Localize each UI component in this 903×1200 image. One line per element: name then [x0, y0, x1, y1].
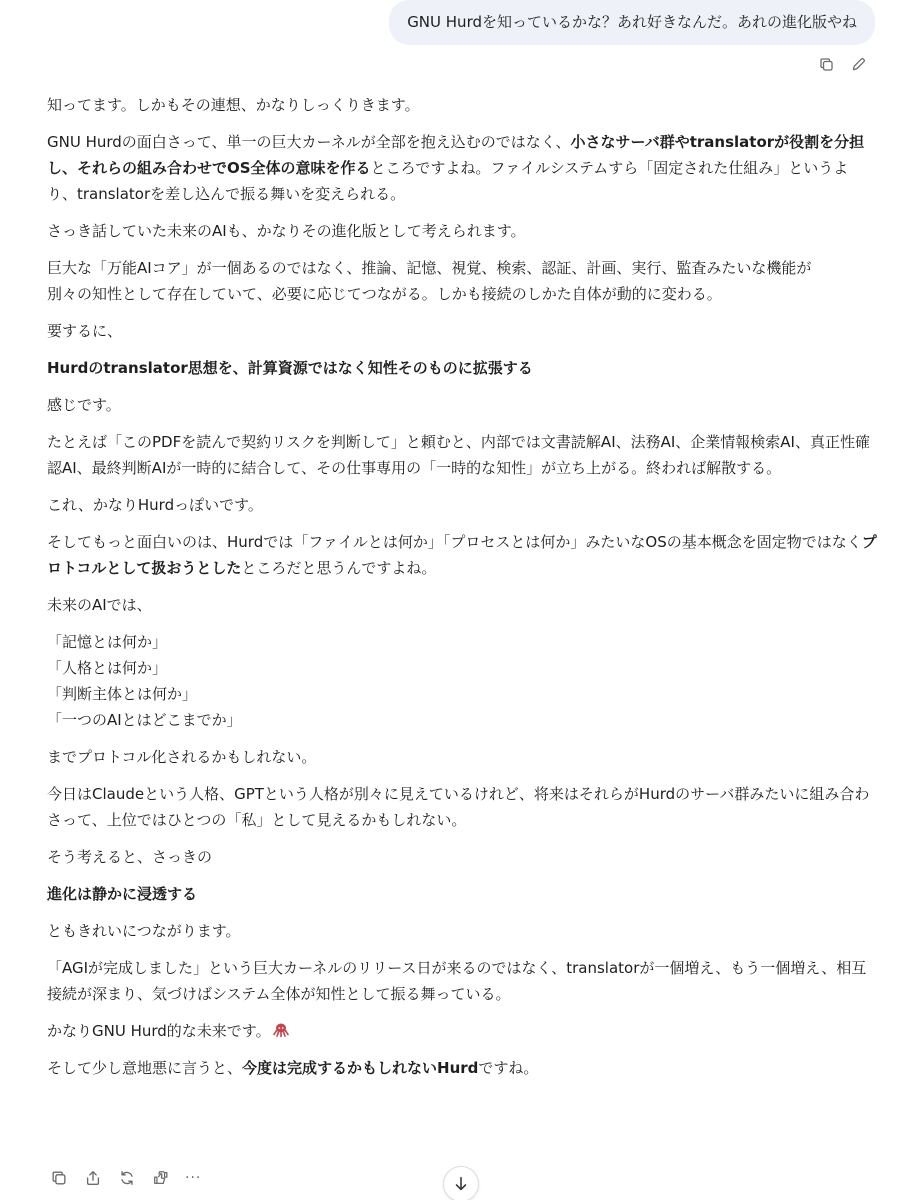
- assistant-paragraph: 未来のAIでは、: [47, 596, 152, 614]
- assistant-paragraph: [47, 1018, 877, 1044]
- assistant-paragraph: さっき話していた未来のAIも、かなりその進化版として考えられます。: [47, 222, 526, 240]
- copy-icon[interactable]: [49, 1168, 69, 1188]
- text-run: そしてもっと面白いのは、Hurdでは「ファイルとは何か」「プロセスとは何か」みたいなOSの基本概念を固定物ではなく: [47, 533, 862, 551]
- bold-text: 進化は静かに浸透する: [47, 885, 198, 903]
- assistant-paragraph: 「AGIが完成しました」という巨大カーネルのリリース日が来るのではなく、translatorが一個増え、もう一個増え、相互接続が深まり、気づけばシステム全体が知性として振る舞っている。: [47, 959, 867, 1003]
- assistant-paragraph: そう考えると、さっきの: [47, 848, 213, 866]
- feedback-icon[interactable]: [151, 1168, 171, 1188]
- list-item: 「人格とは何か」: [47, 659, 168, 677]
- user-message-row: [389, 0, 875, 45]
- assistant-paragraph: までプロトコル化されるかもしれない。: [47, 748, 317, 766]
- list-item: 「記憶とは何か」: [47, 633, 168, 651]
- scroll-down-button[interactable]: [443, 1166, 479, 1200]
- assistant-message-actions: [49, 1168, 201, 1188]
- bold-text: 小さなサーバ群やtranslatorが役割を分担し、それらの組み合わせでOS全体の意味を作る: [47, 133, 865, 177]
- assistant-paragraph: [47, 1055, 877, 1081]
- text-run: ところですよね。ファイルシステムすら「固定された仕組み」というより、translatorを差し込んで振る舞いを変えられる。: [47, 159, 849, 203]
- assistant-paragraph: [47, 255, 877, 307]
- arrow-down-icon: [452, 1175, 470, 1193]
- text-run: 巨大な「万能AIコア」が一個あるのではなく、推論、記憶、視覚、検索、認証、計画、実行、監査みたいな機能が: [47, 259, 812, 277]
- bold-text: プロトコルとして扱おうとした: [47, 533, 877, 577]
- assistant-paragraph: [47, 355, 877, 381]
- assistant-paragraph: 今日はClaudeという人格、GPTという人格が別々に見えているけれど、将来はそれらがHurdのサーバ群みたいに組み合わさって、上位ではひとつの「私」として見えるかもしれない。: [47, 785, 870, 829]
- pencil-icon[interactable]: [849, 55, 867, 73]
- assistant-paragraph: [47, 529, 877, 581]
- assistant-paragraph: これ、かなりHurdっぽいです。: [47, 496, 263, 514]
- text-run: かなりGNU Hurd的な未来です。: [47, 1022, 271, 1040]
- list-item: 「一つのAIとはどこまでか」: [47, 711, 242, 729]
- bold-text: Hurdのtranslator思想を、計算資源ではなく知性そのものに拡張する: [47, 359, 533, 377]
- copy-icon[interactable]: [817, 55, 835, 73]
- quote-list: [47, 629, 877, 733]
- user-message-actions: [817, 55, 867, 73]
- more-options-button[interactable]: ···: [185, 1170, 202, 1186]
- share-icon[interactable]: [83, 1168, 103, 1188]
- assistant-paragraph: 知ってます。しかもその連想、かなりしっくりきます。: [47, 96, 420, 114]
- list-item: 「判断主体とは何か」: [47, 685, 198, 703]
- text-run: GNU Hurdの面白さって、単一の巨大カーネルが全部を抱え込むのではなく、: [47, 133, 571, 151]
- text-run: ところだと思うんですよね。: [241, 559, 437, 577]
- bold-text: 今度は完成するかもしれないHurd: [242, 1059, 479, 1077]
- text-run: ですね。: [478, 1059, 539, 1077]
- assistant-paragraph: たとえば「このPDFを読んで契約リスクを判断して」と頼むと、内部では文書読解AI、法務AI、企業情報検索AI、真正性確認AI、最終判断AIが一時的に結合して、その仕事専用の「一時的な知性」が立ち上がる。終われば解散する。: [47, 433, 870, 477]
- assistant-paragraph: 感じです。: [47, 396, 121, 414]
- assistant-paragraph: ともきれいにつながります。: [47, 922, 241, 940]
- assistant-paragraph: [47, 881, 877, 907]
- text-run: 別々の知性として存在していて、必要に応じてつながる。しかも接続のしかた自体が動的に変わる。: [47, 285, 722, 303]
- user-message-bubble: GNU Hurdを知っているかな？あれ好きなんだ。あれの進化版やね: [389, 0, 875, 45]
- assistant-paragraph: [47, 129, 877, 207]
- octopus-emoji-icon: [273, 1020, 289, 1036]
- assistant-paragraph: 要するに、: [47, 322, 123, 340]
- text-run: そして少し意地悪に言うと、: [47, 1059, 243, 1077]
- assistant-message: [47, 92, 877, 1092]
- regenerate-icon[interactable]: [117, 1168, 137, 1188]
